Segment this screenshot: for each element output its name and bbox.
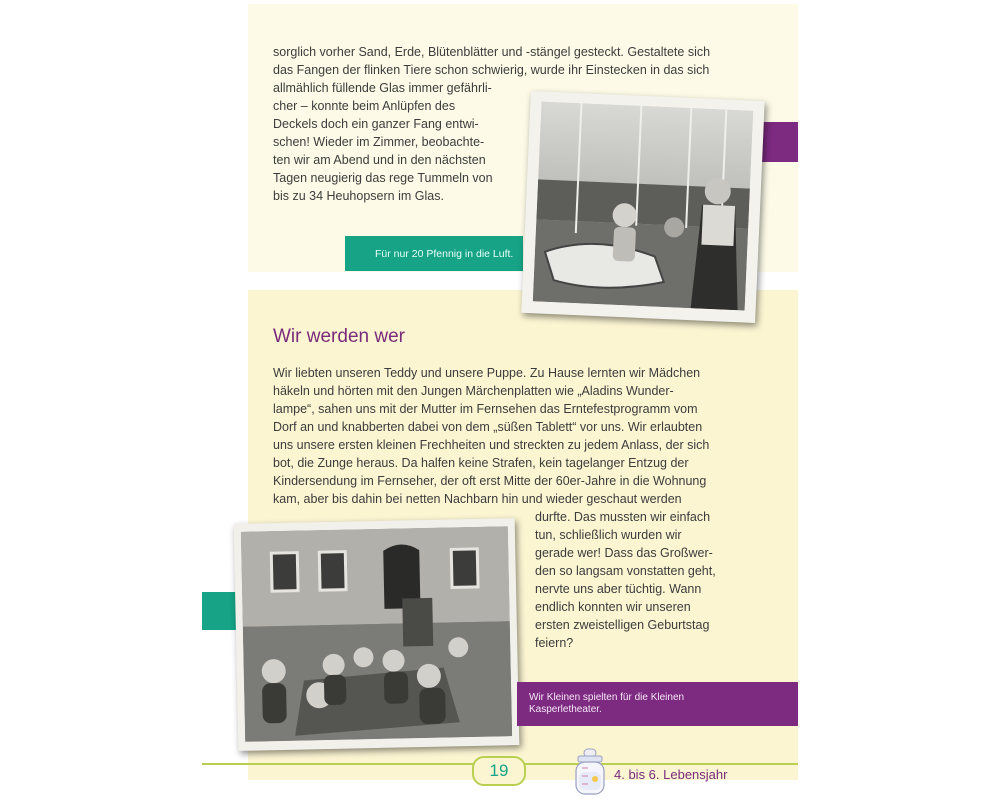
text-line: Dorf an und knabberten dabei von dem „süßen Tablett“ vor uns. Wir erlaubten bbox=[273, 420, 703, 434]
caption-line: Kasperletheater. bbox=[529, 704, 602, 715]
chapter-label: 4. bis 6. Lebensjahr bbox=[614, 767, 728, 782]
text-line: Kindersendung im Fernseher, der oft erst Mitte der 60er-Jahre in die Wohnung bbox=[273, 474, 707, 488]
text-line: bot, die Zunge heraus. Da halfen keine Strafen, kein tagelanger Entzug der bbox=[273, 456, 689, 470]
text-line: häkeln und hörten mit den Jungen Märchenplatten wie „Aladins Wunder- bbox=[273, 384, 674, 398]
text-line: tun, schließlich wurden wir bbox=[535, 528, 682, 542]
text-line: schen! Wieder im Zimmer, beobachte- bbox=[273, 135, 485, 149]
text-line: durfte. Das mussten wir einfach bbox=[535, 510, 711, 524]
text-line: Deckels doch ein ganzer Fang entwi- bbox=[273, 117, 479, 131]
text-line: Tagen neugierig das rege Tummeln von bbox=[273, 171, 493, 185]
section-paragraph bbox=[273, 364, 709, 508]
photo1-caption: Für nur 20 Pfennig in die Luft. bbox=[345, 236, 523, 271]
text-line: das Fangen der flinken Tiere schon schwierig, wurde ihr Einstecken in das sich bbox=[273, 63, 710, 77]
caption-line: Wir Kleinen spielten für die Kleinen bbox=[529, 692, 685, 703]
carousel-photo-image bbox=[533, 101, 754, 310]
text-line: uns unsere ersten kleinen Frechheiten und streckten zu jedem Anlass, der sich bbox=[273, 438, 710, 452]
text-line: cher – konnte beim Anlüpfen des bbox=[273, 99, 456, 113]
page-number: 19 bbox=[472, 756, 526, 786]
purple-accent-bar bbox=[760, 122, 798, 162]
section-wrap-paragraph bbox=[535, 508, 716, 652]
text-line: den so langsam vonstatten geht, bbox=[535, 564, 716, 578]
photo2-caption bbox=[517, 682, 798, 726]
text-line: lampe“, sahen uns mit der Mutter im Fernsehen das Erntefestprogramm vom bbox=[273, 402, 698, 416]
puppet-theater-photo-image bbox=[241, 526, 512, 742]
section-heading: Wir werden wer bbox=[273, 326, 405, 347]
text-line: ersten zweistelligen Geburtstag bbox=[535, 618, 710, 632]
text-line: endlich konnten wir unseren bbox=[535, 600, 691, 614]
carousel-photo bbox=[521, 91, 764, 323]
baby-bottle-icon bbox=[571, 748, 609, 796]
text-line: Wir liebten unseren Teddy und unsere Puppe. Zu Hause lernten wir Mädchen bbox=[273, 366, 701, 380]
text-line: allmählich füllende Glas immer gefährli- bbox=[273, 81, 492, 95]
text-line: gerade wer! Dass das Großwer- bbox=[535, 546, 713, 560]
text-line: nervte uns aber tüchtig. Wann bbox=[535, 582, 702, 596]
text-line: feiern? bbox=[535, 636, 574, 650]
text-line: ten wir am Abend und in den nächsten bbox=[273, 153, 486, 167]
text-line: kam, aber bis dahin bei netten Nachbarn hin und wieder geschaut werden bbox=[273, 492, 682, 506]
text-line: sorglich vorher Sand, Erde, Blütenblätter und -stängel gesteckt. Gestaltete sich bbox=[273, 45, 711, 59]
puppet-theater-photo bbox=[234, 518, 520, 751]
text-line: bis zu 34 Heuhopsern im Glas. bbox=[273, 189, 444, 203]
